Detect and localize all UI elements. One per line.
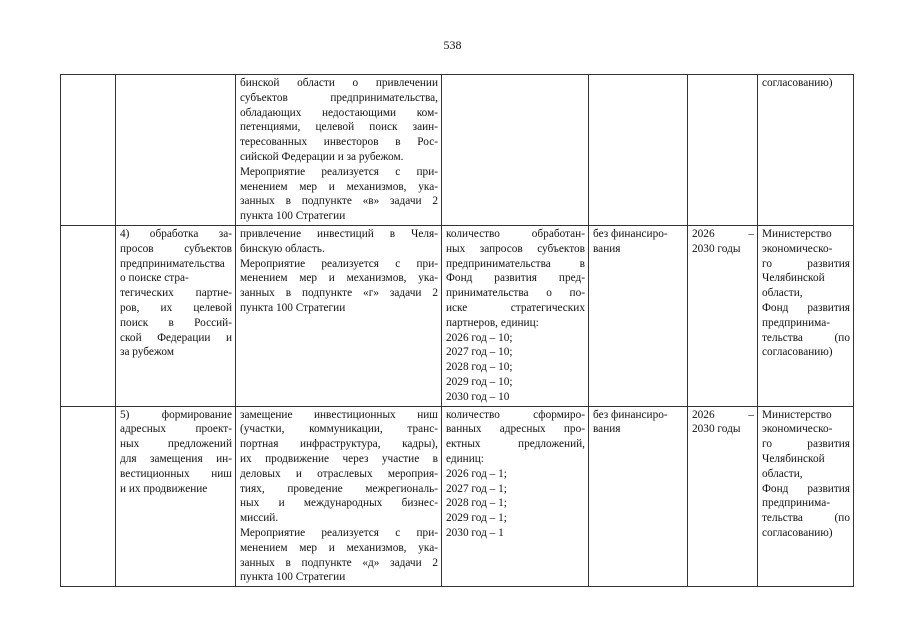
cell-indicator: количество сформиро- ванных адресных про- ектных предложений, единиц: 2026 год – 1; 2027 год – 1; 2028 год – 1; 2029 год – 1; 2030 год – 1 <box>442 406 589 587</box>
cell-indicator: количество обработан- ных запросов субъектов предпринимательства в Фонд развития пред- принимательства о по- иске стратегических партнеров, единиц: 2026 год – 10; 2027 год – 10; 2028 год – 10; 2029 год – 10; 2030 год – 10 <box>442 225 589 406</box>
cell-mechanism: привлечение инвестиций в Челя- бинскую область. Мероприятие реализуется с при- менением мер и механизмов, ука- занных в подпункте «г» задачи 2 пункта 100 Стратегии <box>236 225 442 406</box>
cell-mechanism: бинской области о привлечении субъектов предпринимательства, обладающих недостающими ком- петенциями, целевой поиск заин- тересованных инвесторов в Рос- сийской Федерации и за рубежом. Мероприятие реализуется с при- менением мер и механизмов, ука- занных в подпункте «в» задачи 2 пункта 100 Стратегии <box>236 75 442 226</box>
table-row-continuation <box>61 75 854 226</box>
cell-action: 5) формирование адресных проект- ных предложений для замещения ин- вестиционных ниш и их продвижение <box>116 406 236 587</box>
cell-financing: без финансиро- вания <box>589 406 688 587</box>
table-row-item-4 <box>61 225 854 406</box>
table-row-item-5 <box>61 406 854 587</box>
cell-number <box>61 225 116 406</box>
cell-period: 2026 – 2030 годы <box>688 406 758 587</box>
cell-financing <box>589 75 688 226</box>
page-number: 538 <box>443 38 462 52</box>
cell-executor: Министерство экономическо- го развития Челябинской области, Фонд развития предпринима- тельства (по согласованию) <box>758 406 854 587</box>
cell-financing: без финансиро- вания <box>589 225 688 406</box>
cell-period <box>688 75 758 226</box>
cell-action <box>116 75 236 226</box>
cell-executor: Министерство экономическо- го развития Челябинской области, Фонд развития предпринима- тельства (по согласованию) <box>758 225 854 406</box>
cell-period: 2026 – 2030 годы <box>688 225 758 406</box>
cell-executor: согласованию) <box>758 75 854 226</box>
cell-mechanism: замещение инвестиционных ниш (участки, коммуникации, транс- портная инфраструктура, кадры), их продвижение через участие в деловых и отраслевых мероприя- тиях, проведение межрегиональ- ных и международных бизнес- миссий. Мероприятие реализуется с при- менением мер и механизмов, ука- занных в подпункте «д» задачи 2 пункта 100 Стратегии <box>236 406 442 587</box>
cell-number <box>61 406 116 587</box>
cell-action: 4) обработка за- просов субъектов предпринимательства о поиске стра- тегических партне- ров, их целевой поиск в Россий- ской Федерации и за рубежом <box>116 225 236 406</box>
cell-indicator <box>442 75 589 226</box>
strategy-measures-table <box>60 74 854 587</box>
cell-number <box>61 75 116 226</box>
